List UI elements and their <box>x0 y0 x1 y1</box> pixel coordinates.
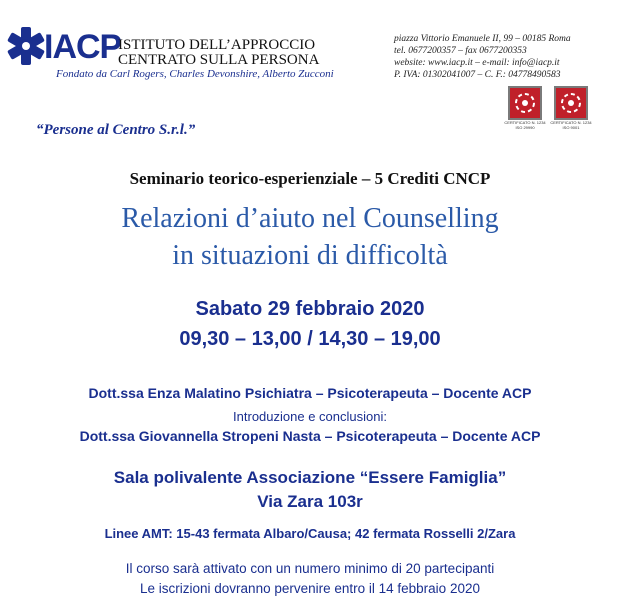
venue-line1: Sala polivalente Associazione “Essere Famiglia” <box>113 468 507 487</box>
cert-caption-2: CERTIFICATO N. 1234 ISO 9001 <box>550 120 592 130</box>
event-date: Sabato 29 febbraio 2020 <box>195 298 425 320</box>
speaker-2: Dott.ssa Giovannella Stropeni Nasta – Psicoterapeuta – Docente ACP <box>79 428 541 444</box>
contact-address: piazza Vittorio Emanuele II, 99 – 00185 Roma <box>394 34 571 44</box>
note-minimum-participants: Il corso sarà attivato con un numero minimo di 20 partecipanti <box>125 561 495 576</box>
event-title-line1: Relazioni d’aiuto nel Counselling <box>121 203 499 234</box>
institute-name-line1: ISTITUTO DELL’APPROCCIO <box>118 37 316 53</box>
venue-line2: Via Zara 103r <box>257 492 363 511</box>
logo-wordmark: IACP <box>44 28 122 66</box>
institute-name-line2: CENTRATO SULLA PERSONA <box>118 52 320 68</box>
cert-caption-1: CERTIFICATO N. 1234 ISO 29990 <box>504 120 546 130</box>
cert-quality-icon <box>508 86 542 120</box>
seminar-type: Seminario teorico-esperienziale – 5 Crediti CNCP <box>129 169 491 188</box>
note-registration-deadline: Le iscrizioni dovranno pervenire entro il 14 febbraio 2020 <box>140 581 480 596</box>
contact-tax: P. IVA: 01302041007 – C. F.: 04778490583 <box>394 70 561 80</box>
intro-label: Introduzione e conclusioni: <box>233 409 387 424</box>
asterisk-logo-icon <box>6 26 46 66</box>
cert-quality-icon <box>554 86 588 120</box>
transit-info: Linee AMT: 15-43 fermata Albaro/Causa; 42 fermata Rosselli 2/Zara <box>104 526 516 541</box>
contact-web: website: www.iacp.it – e-mail: info@iacp.it <box>394 58 560 68</box>
certification-badge-2 <box>548 86 594 130</box>
company-name: “Persone al Centro S.r.l.” <box>36 122 196 138</box>
event-hours: 09,30 – 13,00 / 14,30 – 19,00 <box>179 328 441 350</box>
event-title-line2: in situazioni di difficoltà <box>172 240 448 271</box>
founders-line: Fondato da Carl Rogers, Charles Devonshire, Alberto Zucconi <box>56 68 334 80</box>
speaker-1: Dott.ssa Enza Malatino Psichiatra – Psicoterapeuta – Docente ACP <box>88 385 532 401</box>
certification-badge-1 <box>502 86 548 130</box>
contact-phone: tel. 0677200357 – fax 0677200353 <box>394 46 527 56</box>
